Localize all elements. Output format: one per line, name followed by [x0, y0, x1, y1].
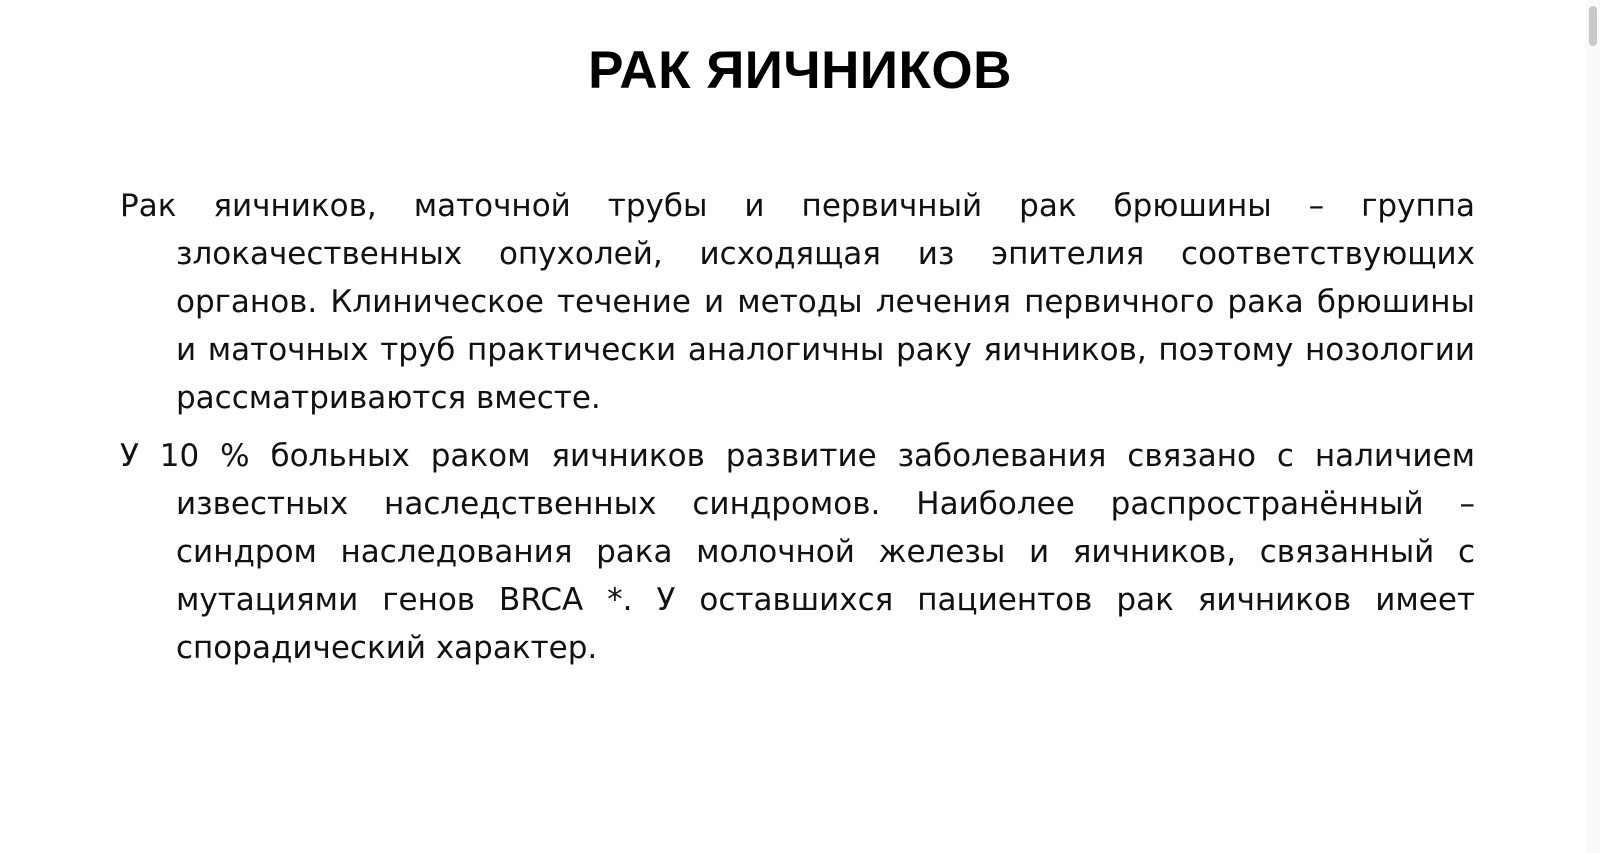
vertical-scrollbar[interactable]	[1586, 0, 1600, 853]
document-body	[120, 182, 1475, 682]
paragraph-1: Рак яичников, маточной трубы и первичный рак брюшины – группа злокачественных опухолей, исходящая из эпителия соответствующих органов. Клиническое течение и методы лечения первичного рака брюшины и маточных труб практически аналогичны раку яичников, поэтому нозологии рассматриваются вместе.	[120, 188, 1475, 416]
paragraph-2: У 10 % больных раком яичников развитие заболевания связано с наличием известных наследственных синдромов. Наиболее распространённый – синдром наследования рака молочной железы и яичников, связанный с мутациями генов BRCA *. У оставшихся пациентов рак яичников имеет спорадический характер.	[120, 438, 1475, 666]
scrollbar-thumb[interactable]	[1589, 6, 1597, 46]
page-title: РАК ЯИЧНИКОВ	[588, 41, 1012, 100]
